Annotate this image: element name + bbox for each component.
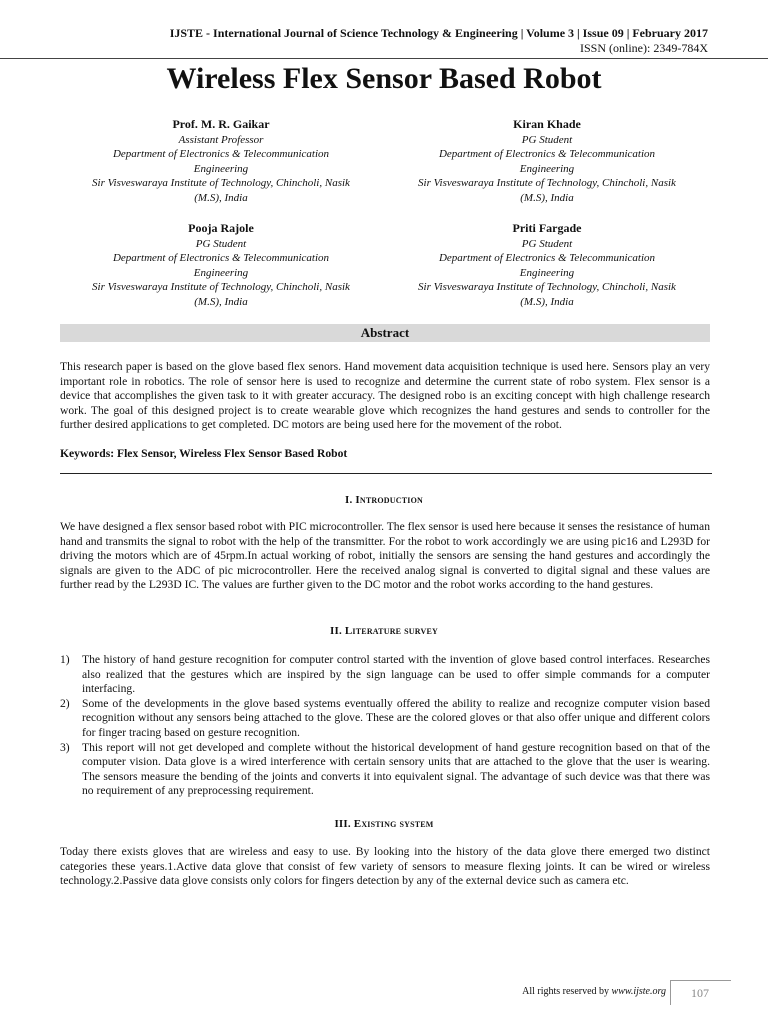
page-number: 107 [691,986,709,1000]
author-dept-cont: Engineering [193,162,249,175]
footer-rights [522,986,666,997]
author-dept-cont: Engineering [519,162,575,175]
author-role: Assistant Professor [178,133,264,146]
abstract-text: This research paper is based on the glove based flex senors. Hand movement data acquisition technique is used here. Sensors play an very important role in robotics. The role of sensor here is used to recognize and determine the current state of robo system. Flex sensor is a device that accomplishes the given task to it with greater accuracy. The designed robo is an exciting concept with high challenge research work. The goal of this designed project is to create wearable glove which recognizes the hand gestures and sends to controller for the further desired applications to get completed. DC motors are being used here for the movement of the robot. [60,360,710,432]
keywords: Keywords: Flex Sensor, Wireless Flex Sensor Based Robot [60,447,348,460]
author-dept-cont: Engineering [193,266,249,279]
author-role: PG Student [195,237,247,250]
journal-header: IJSTE - International Journal of Science Technology & Engineering | Volume 3 | Issue 09 | February 2017 [169,26,708,40]
author-block [56,221,386,310]
paper-title: Wireless Flex Sensor Based Robot [166,62,602,95]
footer-rights-label: All rights reserved by [522,986,612,997]
author-name: Kiran Khade [513,117,581,131]
header-rule [0,58,768,59]
abstract-heading: Abstract [60,324,710,342]
list-item-number: 3) [60,740,70,754]
author-name: Pooja Rajole [188,221,254,235]
section-heading-literature-survey: II. Literature survey [330,625,438,637]
section-heading-introduction: I. Introduction [345,494,423,506]
section-heading-existing-system: III. Existing system [334,818,434,830]
introduction-text: We have designed a flex sensor based robot with PIC microcontroller. The flex sensor is used here because it senses the resistance of human hand and transmits the signal to robot with the help of the transmitter. For the robot to work accordingly we are using pic16 and L293D for driving the motors which are of 45rpm.In actual working of robot, initially the sensors are sensing the hand gestures and accordingly the signals are given to the ADC of pic microcontroller. Here the received analog signal is converted to digital signal and these values are further read by the L293D IC. The values are further given to the DC motor and the robot works according to the hand gestures. [60,520,710,592]
list-item-text: This report will not get developed and complete without the historical development of hand gesture recognition based on that of the computer vision. Data glove is a wired interference with certain sensory units that are attached to the glove that the user is wearing. The sensors measure the bending of the joints and converts it into equivalent signal. The advantage of such device was that there was no requirement of any preprocessing requirement. [82,740,710,798]
author-dept: Department of Electronics & Telecommunication [438,252,656,265]
list-item [60,741,710,799]
author-location: (M.S), India [194,295,248,308]
existing-system-text: Today there exists gloves that are wireless and easy to use. By looking into the history of the data glove there emerged two distinct categories these years.1.Active data glove that consist of few variety of sensors to measure flexing joints. It can be wired or wireless technology.2.Passive data glove consists only colors for fingers detection by any of the external device such as camera etc. [60,845,710,888]
list-item-text: Some of the developments in the glove based systems eventually offered the ability to realize and recognize computer vision based recognition without any sensors being attached to the glove. These are the colored gloves or that also offer unique and different colors for finger tracing based on gesture recognition. [82,696,710,739]
footer-site-link[interactable]: www.ijste.org [611,986,666,997]
author-dept: Department of Electronics & Telecommunication [112,252,330,265]
author-dept: Department of Electronics & Telecommunication [438,148,656,161]
author-block [382,117,712,206]
author-location: (M.S), India [194,191,248,204]
author-institute: Sir Visveswaraya Institute of Technology, Chincholi, Nasik [418,281,676,294]
author-dept: Department of Electronics & Telecommunication [112,148,330,161]
author-name: Prof. M. R. Gaikar [172,117,270,131]
list-item [60,653,710,697]
list-item-number: 2) [60,696,70,710]
author-location: (M.S), India [520,191,574,204]
section-separator [60,473,712,474]
author-role: PG Student [521,133,573,146]
author-name: Priti Fargade [512,221,582,235]
author-dept-cont: Engineering [519,266,575,279]
literature-list [60,653,710,799]
author-institute: Sir Visveswaraya Institute of Technology, Chincholi, Nasik [92,177,350,190]
list-item-text: The history of hand gesture recognition for computer control started with the invention of glove based control interfaces. Researches also realized that the gestures which are inspired by the sign language can be used to offer simple commands for a computer interfacing. [82,653,710,696]
author-block [56,117,386,206]
author-institute: Sir Visveswaraya Institute of Technology, Chincholi, Nasik [418,177,676,190]
author-role: PG Student [521,237,573,250]
issn-line: ISSN (online): 2349-784X [580,41,708,55]
list-item [60,697,710,741]
author-location: (M.S), India [520,295,574,308]
list-item-number: 1) [60,653,70,666]
author-institute: Sir Visveswaraya Institute of Technology, Chincholi, Nasik [92,281,350,294]
author-block [382,221,712,310]
